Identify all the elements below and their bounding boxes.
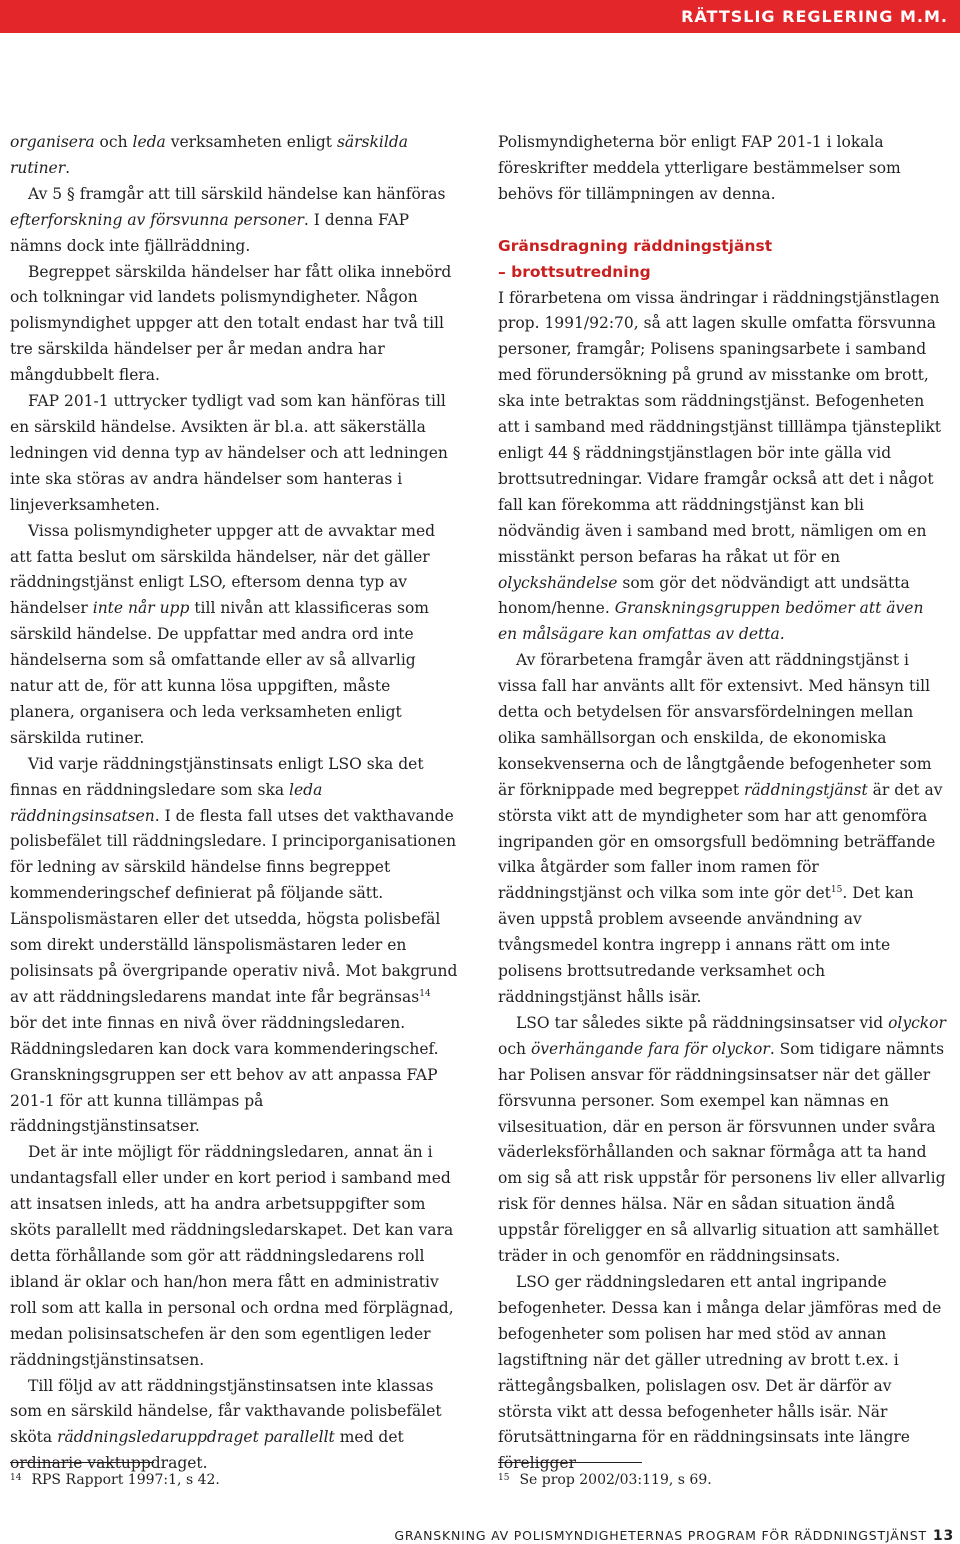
footnote-ref: 14 xyxy=(419,988,431,999)
footnote-14: $^{14}$ RPS Rapport 1997:1, s 42. xyxy=(10,1472,220,1488)
paragraph: Vissa polismyndigheter uppger att de avvaktar med att fatta beslut om särskilda händelser, när det gäller räddningstjänst enligt LSO, eftersom denna typ av händelser inte når upp till nivån att klassificeras som särskild händelse. De uppfattar med andra ord inte händelserna som så omfattande eller av så allvarlig natur att de, för att kunna lösa uppgiften, måste planera, organisera och leda verksamheten enligt särskilda rutiner. xyxy=(10,521,436,747)
page-footer xyxy=(394,1528,954,1544)
footnote-divider xyxy=(10,1462,154,1463)
left-column xyxy=(10,130,458,1477)
paragraph: Polismyndigheterna bör enligt FAP 201-1 i lokala föreskrifter meddela ytterligare bestämmelser som behövs för tillämpningen av denna. xyxy=(498,133,901,203)
right-column xyxy=(498,130,946,1477)
paragraph: Vid varje räddningstjänstinsats enligt LSO ska det finnas en räddningsledare som ska leda räddningsinsatsen. I de flesta fall utses det vakthavande polisbefälet till räddningsledare. I principorganisationen för ledning av särskild händelse finns begreppet kommenderingschef definierat på följande sätt. Länspolismästaren eller det utsedda, högsta polisbefäl som direkt underställd länspolismästaren leder en polisinsats på övergripande operativ nivå. Mot bakgrund av att räddningsledarens mandat inte får begränsas$^{14}$ bör det inte finnas en nivå över räddningsledaren. Räddningsledaren kan dock vara kommenderingschef. Granskningsgruppen ser ett behov av att anpassa FAP 201-1 för att kunna tillämpas på räddningstjänstinsatser. xyxy=(10,754,458,1136)
footnote-15: $^{15}$ Se prop 2002/03:119, s 69. xyxy=(498,1472,712,1488)
paragraph: Av 5 § framgår att till särskild händelse kan hänföras efterforskning av försvunna personer. I denna FAP nämns dock inte fjällräddning. xyxy=(10,184,446,255)
paragraph: Det är inte möjligt för räddningsledaren, annat än i undantagsfall eller under en kort period i samband med att insatsen inleds, att ha andra arbetsuppgifter som sköts parallellt med räddningsledarskapet. Det kan vara detta förhållande som gör att räddningsledarens roll ibland är oklar och han/hon mera fått en administrativ roll som att kalla in personal och ordna med förplägnad, medan polisinsatschefen är den som egentligen leder räddningstjänstinsatsen. xyxy=(10,1143,454,1369)
section-heading: Gränsdragning räddningstjänst – brottsutredning xyxy=(498,236,773,281)
footnote-ref: 15 xyxy=(830,885,843,896)
footnote-divider xyxy=(498,1462,642,1463)
paragraph: Till följd av att räddningstjänstinsatsen inte klassas som en särskild händelse, får vakthavande polisbefälet sköta räddningsledaruppdraget parallellt med det ordinarie vaktuppdraget. xyxy=(10,1376,442,1473)
running-header xyxy=(0,0,960,33)
paragraph: LSO tar således sikte på räddningsinsatser vid olyckor och överhängande fara för olyckor. Som tidigare nämnts har Polisen ansvar för räddningsinsatser när det gäller försvunna personer. Som exempel kan nämnas en vilsesituation, där en person är försvunnen under svåra väderleksförhållanden och saknar förmåga att ta hand om sig så att risk uppstår för personens liv eller allvarlig risk för dennes hälsa. När en sådan situation ändå uppstår föreligger en så allvarlig situation att samhället träder in och genomför en räddningsinsats. xyxy=(498,1013,946,1266)
paragraph: LSO ger räddningsledaren ett antal ingripande befogenheter. Dessa kan i många delar jämföras med de befogenheter som polisen har med stöd av annan lagstiftning när det gäller utredning av brott t.ex. i rättegångsbalken, polislagen osv. Det är därför av största vikt att dessa befogenheter hålls isär. När förutsättningarna för en räddningsinsats inte längre föreligger xyxy=(498,1272,942,1473)
paragraph: organisera och leda verksamheten enligt särskilda rutiner. xyxy=(10,133,408,177)
page-number: 13 xyxy=(932,1528,954,1544)
paragraph: FAP 201-1 uttrycker tydligt vad som kan hänföras till en särskild händelse. Avsikten är bl.a. att säkerställa ledningen vid denna typ av händelser och att ledningen inte ska störas av andra händelser som hanteras i linjeverksamheten. xyxy=(10,392,448,514)
paragraph: Av förarbetena framgår även att räddningstjänst i vissa fall har använts allt för extensivt. Med hänsyn till detta och betydelsen för ansvarsfördelningen mellan olika samhällsorgan och enskilda, de ekonomiska konsekvenserna och de långtgående befogenheter som är förknippade med begreppet räddningstjänst är det av största vikt att de myndigheter som har att genomföra ingripanden gör en omsorgsfull bedömning beträffande vilka åtgärder som faller inom ramen för räddningstjänst och vilka som inte gör det$^{15}$. Det kan även uppstå problem avseende användning av tvångsmedel kontra ingrepp i annans rätt om inte polisens brottsutredande verksamhet och räddningstjänst hålls isär. xyxy=(498,651,943,1006)
paragraph: Begreppet särskilda händelser har fått olika innebörd och tolkningar vid landets polismyndigheter. Någon polismyndighet uppger att den totalt endast har två till tre särskilda händelser per år medan andra har mångdubbelt flera. xyxy=(10,262,452,385)
paragraph: I förarbetena om vissa ändringar i räddningstjänstlagen prop. 1991/92:70, så att lagen skulle omfatta försvunna personer, framgår; Polisens spaningsarbete i samband med förundersökning på grund av misstanke om brott, ska inte betraktas som räddningstjänst. Befogenheten att i samband med räddningstjänst tilllämpa tjänsteplikt enligt 44 § räddningstjänstlagen bör inte gälla vid brottsutredningar. Vidare framgår också att det i något fall kan förekomma att räddningstjänst kan bli nödvändig även i samband med brott, nämligen om en misstänkt person befaras ha råkat ut för en olyckshändelse som gör det nödvändigt att undsätta honom/henne. Granskningsgruppen bedömer att även en målsägare kan omfattas av detta. xyxy=(498,288,941,644)
header-title: RÄTTSLIG REGLERING M.M. xyxy=(681,7,948,26)
footer-title: GRANSKNING AV POLISMYNDIGHETERNAS PROGRAM FÖR RÄDDNINGSTJÄNST xyxy=(394,1528,927,1543)
